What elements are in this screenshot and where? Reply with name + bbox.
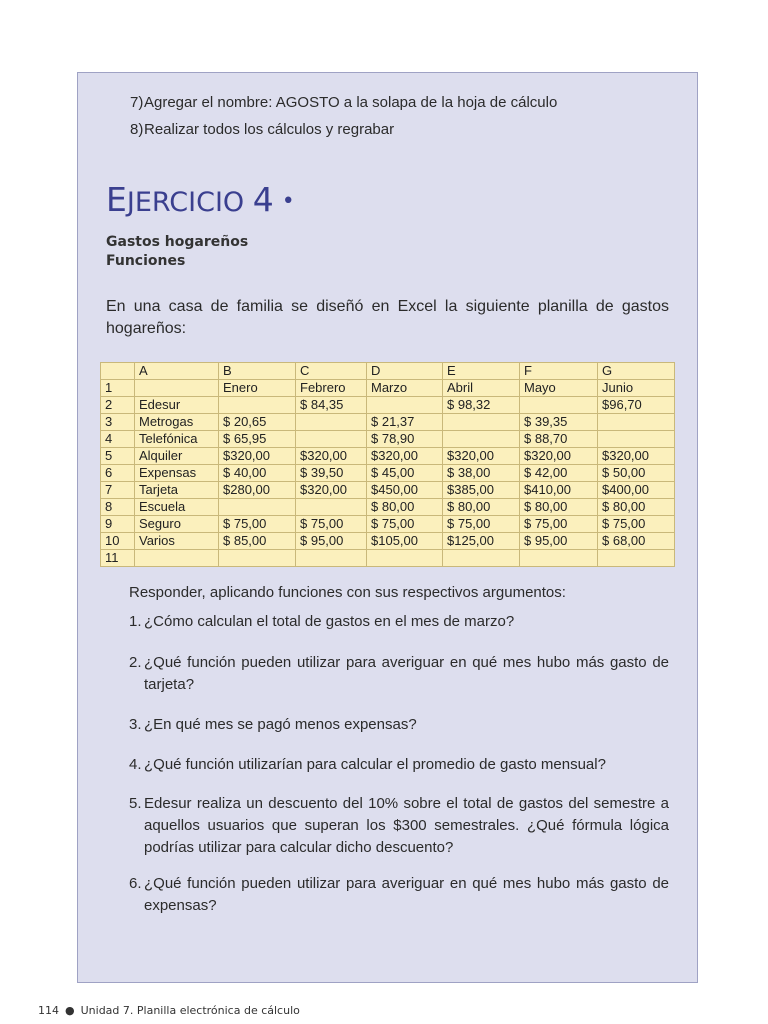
subtitle-functions: Funciones [106, 253, 186, 269]
table-cell: $ 80,00 [520, 499, 598, 516]
question-text: ¿Qué función utilizarían para calcular el promedio de gasto mensual? [144, 756, 606, 773]
table-cell: $ 80,00 [443, 499, 520, 516]
title-number: 4 [252, 180, 274, 219]
table-cell: $320,00 [296, 448, 367, 465]
column-header: D [367, 363, 443, 380]
table-cell: Mayo [520, 380, 598, 397]
table-cell: $ 40,00 [219, 465, 296, 482]
table-cell: $ 75,00 [598, 516, 675, 533]
row-number: 1 [101, 380, 135, 397]
table-cell: $ 45,00 [367, 465, 443, 482]
table-cell [296, 499, 367, 516]
page-footer [38, 1004, 300, 1017]
column-header: B [219, 363, 296, 380]
table-cell [443, 550, 520, 567]
table-cell: $320,00 [219, 448, 296, 465]
table-cell [443, 431, 520, 448]
table-cell: $ 95,00 [296, 533, 367, 550]
page-number: 114 [38, 1004, 59, 1017]
question-number: 2. [129, 654, 142, 671]
question-5 [129, 793, 669, 859]
column-header: F [520, 363, 598, 380]
table-cell: Alquiler [135, 448, 219, 465]
table-cell: Escuela [135, 499, 219, 516]
table-cell: $ 78,90 [367, 431, 443, 448]
exercise-title [106, 180, 295, 219]
question-3 [129, 714, 669, 736]
table-cell: $400,00 [598, 482, 675, 499]
table-cell [219, 499, 296, 516]
column-header-row [101, 363, 675, 380]
table-cell: Marzo [367, 380, 443, 397]
table-cell: Abril [443, 380, 520, 397]
table-cell [135, 550, 219, 567]
table-cell: $280,00 [219, 482, 296, 499]
subtitle-topic: Gastos hogareños [106, 234, 249, 250]
table-row [101, 380, 675, 397]
table-cell: $320,00 [296, 482, 367, 499]
column-header [101, 363, 135, 380]
question-text: ¿Qué función pueden utilizar para averiguar en qué mes hubo más gasto de expensas? [144, 875, 669, 914]
table-cell: $450,00 [367, 482, 443, 499]
table-cell [598, 414, 675, 431]
table-cell [219, 550, 296, 567]
question-number: 6. [129, 875, 142, 892]
table-cell: $385,00 [443, 482, 520, 499]
table-row [101, 550, 675, 567]
expenses-spreadsheet [100, 362, 675, 567]
table-cell: $ 75,00 [520, 516, 598, 533]
column-header: C [296, 363, 367, 380]
table-cell: Metrogas [135, 414, 219, 431]
table-row [101, 516, 675, 533]
column-header: A [135, 363, 219, 380]
table-cell: $ 21,37 [367, 414, 443, 431]
bullet-icon: ● [65, 1004, 75, 1017]
table-cell [296, 550, 367, 567]
row-number: 6 [101, 465, 135, 482]
table-row [101, 482, 675, 499]
row-number: 3 [101, 414, 135, 431]
question-number: 1. [129, 613, 142, 630]
step-7 [130, 94, 557, 111]
table-cell: $ 75,00 [219, 516, 296, 533]
table-cell [296, 414, 367, 431]
question-text: ¿En qué mes se pagó menos expensas? [144, 716, 417, 733]
row-number: 7 [101, 482, 135, 499]
bullet-icon: • [281, 189, 295, 214]
question-1 [129, 611, 669, 633]
column-header: E [443, 363, 520, 380]
table-cell: $ 42,00 [520, 465, 598, 482]
table-row [101, 533, 675, 550]
table-cell: $ 39,35 [520, 414, 598, 431]
table-cell: $ 68,00 [598, 533, 675, 550]
table-cell [443, 414, 520, 431]
table-cell: $ 65,95 [219, 431, 296, 448]
table-row [101, 397, 675, 414]
table-cell [598, 431, 675, 448]
table-row [101, 431, 675, 448]
step-8 [130, 121, 394, 138]
table-row [101, 414, 675, 431]
table-cell: $ 88,70 [520, 431, 598, 448]
row-number: 2 [101, 397, 135, 414]
row-number: 10 [101, 533, 135, 550]
question-number: 3. [129, 716, 142, 733]
table-cell: Telefónica [135, 431, 219, 448]
title-initial: E [106, 180, 127, 219]
table-cell: $ 38,00 [443, 465, 520, 482]
table-cell: $ 98,32 [443, 397, 520, 414]
step-text: Agregar el nombre: AGOSTO a la solapa de la hoja de cálculo [144, 94, 558, 111]
table-cell: $320,00 [443, 448, 520, 465]
table-cell: $ 20,65 [219, 414, 296, 431]
title-rest: JERCICIO [126, 187, 245, 218]
table-cell [367, 397, 443, 414]
step-number: 8) [130, 121, 144, 138]
table-cell: Seguro [135, 516, 219, 533]
table-cell [520, 550, 598, 567]
column-header: G [598, 363, 675, 380]
table-cell: Enero [219, 380, 296, 397]
table-cell [367, 550, 443, 567]
table-cell: $ 50,00 [598, 465, 675, 482]
table-cell [296, 431, 367, 448]
table-cell: $ 80,00 [598, 499, 675, 516]
table-cell: Febrero [296, 380, 367, 397]
table-cell: $105,00 [367, 533, 443, 550]
table-cell: $ 95,00 [520, 533, 598, 550]
table-cell: Junio [598, 380, 675, 397]
table-cell: $ 39,50 [296, 465, 367, 482]
table-cell [598, 550, 675, 567]
table-cell: $96,70 [598, 397, 675, 414]
table-cell: Varios [135, 533, 219, 550]
question-text: Edesur realiza un descuento del 10% sobre el total de gastos del semestre a aquellos usuarios que superan los $300 semestrales. ¿Qué fórmula lógica podrías utilizar para calcular dicho descuento? [144, 795, 669, 856]
footer-unit-title: Unidad 7. Planilla electrónica de cálculo [80, 1004, 300, 1017]
question-text: ¿Cómo calculan el total de gastos en el mes de marzo? [144, 613, 515, 630]
table-cell: $410,00 [520, 482, 598, 499]
table-cell: $ 75,00 [443, 516, 520, 533]
step-text: Realizar todos los cálculos y regrabar [144, 121, 395, 138]
row-number: 11 [101, 550, 135, 567]
table-row [101, 499, 675, 516]
question-text: ¿Qué función pueden utilizar para averiguar en qué mes hubo más gasto de tarjeta? [144, 654, 669, 693]
table-cell: $ 80,00 [367, 499, 443, 516]
step-number: 7) [130, 94, 144, 111]
table-cell: $ 85,00 [219, 533, 296, 550]
question-number: 4. [129, 756, 142, 773]
table-cell: $320,00 [598, 448, 675, 465]
row-number: 4 [101, 431, 135, 448]
table-cell: Expensas [135, 465, 219, 482]
table-cell [520, 397, 598, 414]
table-row [101, 465, 675, 482]
table-cell [135, 380, 219, 397]
table-cell: $320,00 [520, 448, 598, 465]
table-cell: $ 75,00 [296, 516, 367, 533]
table-cell: Edesur [135, 397, 219, 414]
question-2 [129, 652, 669, 696]
intro-paragraph: En una casa de familia se diseñó en Excel la siguiente planilla de gastos hogareños: [106, 298, 669, 337]
table-cell: $125,00 [443, 533, 520, 550]
table-cell: $ 84,35 [296, 397, 367, 414]
row-number: 8 [101, 499, 135, 516]
table-cell: $ 75,00 [367, 516, 443, 533]
question-number: 5. [129, 795, 142, 812]
questions-lead: Responder, aplicando funciones con sus respectivos argumentos: [129, 584, 566, 601]
table-cell: $320,00 [367, 448, 443, 465]
question-4 [129, 754, 669, 776]
row-number: 9 [101, 516, 135, 533]
question-6 [129, 873, 669, 917]
table-row [101, 448, 675, 465]
table-cell: Tarjeta [135, 482, 219, 499]
table-cell [219, 397, 296, 414]
row-number: 5 [101, 448, 135, 465]
